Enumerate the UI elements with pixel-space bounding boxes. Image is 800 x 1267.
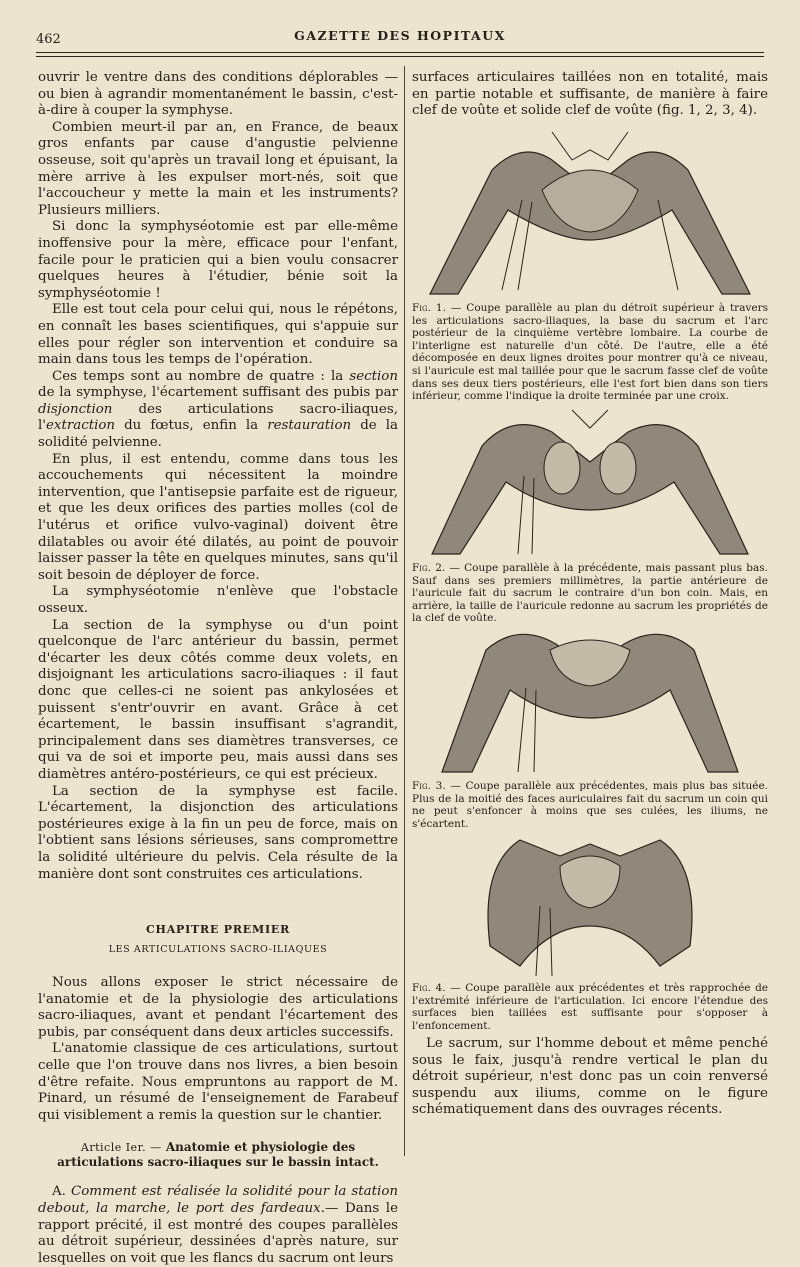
paragraph: Le sacrum, sur l'homme debout et même penché sous le faix, jusqu'à rendre vertical le plan du détroit supérieur, n'est donc pas un coin renversé suspendu aux iliums, comme on le figure schématiquement dans des ouvrages récents.: [412, 1036, 768, 1118]
paragraph: La section de la symphyse est facile. L'écartement, la disjonction des articulations postérieures exige à la fin un peu de force, mais on l'obtient sans lésions sérieuses, sans compromettre la solidité ultérieure du pelvis. Cela résulte de la manière dont sont construites ces articulations.: [38, 783, 398, 882]
header-rule-thin: [36, 56, 764, 57]
paragraph: Nous allons exposer le strict nécessaire de l'anatomie et de la physiologie des articulations sacro-iliaques, avant et pendant l'écartement des pubis, par conséquent dans deux articles successifs.: [38, 975, 398, 1040]
paragraph: ouvrir le ventre dans des conditions déplorables — ou bien à agrandir momentanément le bassin, c'est-à-dire à couper la symphyse.: [38, 70, 398, 119]
page-header: [36, 26, 764, 46]
figure-caption: Fig. 1. — Coupe parallèle au plan du détroit supérieur à travers les articulations sacro-iliaques, la base du sacrum et l'arc postérieur de la cinquième vertèbre lombaire. La courbe de l'interligne est naturelle d'un côté. De l'autre, elle a été décomposée en deux lignes droites pour montrer qu'à ce niveau, si l'auricule est mal taillée pour que le sacrum fasse clef de voûte dans ses deux tiers postérieurs, elle l'est fort bien dans son tiers inférieur, comme l'indique la droite terminée par une croix.: [412, 302, 769, 403]
paragraph: L'anatomie classique de ces articulations, surtout celle que l'on trouve dans nos livres, a bien besoin d'être refaite. Nous empruntons au rapport de M. Pinard, un résumé de l'enseignement de Farabeuf qui visiblement a remis la question sur le chantier.: [38, 1041, 398, 1123]
figure-caption: Fig. 4. — Coupe parallèle aux précédentes et très rapprochée de l'extrémité inférieure de l'articulation. Ici encore l'étendue des surfaces bien taillées est suffisante pour s'opposer à l'enfoncement.: [412, 982, 769, 1032]
paragraph: La section de la symphyse ou d'un point quelconque de l'arc antérieur du bassin, permet d'écarter les deux côtés comme deux volets, en disjoignant les articulations sacro-iliaques : il faut donc que celles-ci ne soient pas ankylosées et puissent s'entr'ouvrir en avant. Grâce à cet écartement, le bassin insuffisant s'agrandit, principalement dans ses diamètres transverses, ce qui va de soi et importe peu, mais aussi dans ses diamètres antéro-postérieurs, ce qui est précieux.: [38, 617, 398, 782]
article-label: Article Ier. —: [80, 1141, 162, 1155]
chapter-subtitle: LES ARTICULATIONS SACRO-ILIAQUES: [108, 944, 328, 956]
figure-2: [412, 406, 768, 625]
header-rule: [36, 52, 764, 53]
figure-caption: Fig. 3. — Coupe parallèle aux précédentes, mais plus bas située. Plus de la moitié des faces auriculaires fait du sacrum un coin qui ne peut s'enfoncer à moins que ses culées, les iliums, ne s'écartent.: [412, 780, 769, 830]
page-number: 462: [36, 32, 61, 47]
paragraph: Si donc la symphyséotomie est par elle-même inoffensive pour la mère, efficace pour l'enfant, facile pour le praticien qui a bien voulu consacrer quelques heures à l'étudier, bénie soit la symphyséotomie !: [38, 219, 398, 301]
right-column: [412, 70, 769, 1118]
paragraph: A. Comment est réalisée la solidité pour la station debout, la marche, le port des fardeaux.— Dans le rapport précité, il est montré des coupes parallèles au détroit supérieur, dessinées d'après nature, sur lesquelles on voit que les flancs du sacrum ont leurs: [38, 1184, 399, 1266]
left-column: [38, 70, 398, 1267]
paragraph: La symphyséotomie n'enlève que l'obstacle osseux.: [38, 584, 398, 616]
pelvis-section-illustration: [422, 130, 758, 298]
article-title: Anatomie et physiologie des articulations sacro-iliaques sur le bassin intact.: [57, 1140, 379, 1170]
pelvis-section-illustration: [480, 826, 700, 978]
figure-1: [412, 130, 768, 403]
article-heading: [38, 1140, 398, 1170]
figure-caption: Fig. 2. — Coupe parallèle à la précédente, mais passant plus bas. Sauf dans ses premiers millimètres, la partie antérieure de l'auricule fait du sacrum le contraire d'un bon coin. Mais, en arrière, la taille de l'auricule redonne au sacrum les propriétés de la clef de voûte.: [412, 562, 768, 625]
paragraph: surfaces articulaires taillées non en totalité, mais en partie notable et suffisante, de manière à faire clef de voûte et solide clef de voûte (fig. 1, 2, 3, 4).: [412, 70, 768, 119]
pelvis-section-illustration: [422, 406, 758, 558]
chapter-title: CHAPITRE PREMIER: [145, 923, 291, 937]
paragraph: Ces temps sont au nombre de quatre : la section de la symphyse, l'écartement suffisant des pubis par disjonction des articulations sacro-iliaques, l'extraction du fœtus, enfin la restauration de la solidité pelvienne.: [38, 368, 399, 451]
paragraph: Combien meurt-il par an, en France, de beaux gros enfants par cause d'angustie pelvienne osseuse, soit qu'après un travail long et épuisant, la mère arrive à les expulser mort-nés, soit que l'accoucheur y mette la main et les instruments? Plusieurs milliers.: [38, 119, 398, 218]
column-divider: [404, 66, 405, 1156]
paragraph: Elle est tout cela pour celui qui, nous le répétons, en connaît les bases scientifiques, qui s'appuie sur elles pour régler son intervention et conduire sa main dans tous les temps de l'opération.: [38, 302, 398, 368]
pelvis-section-illustration: [422, 620, 758, 776]
figure-3: [412, 620, 768, 830]
paragraph: En plus, il est entendu, comme dans tous les accouchements qui nécessitent la moindre intervention, que l'antisepsie parfaite est de rigueur, et que les deux orifices des parties molles (col de l'utérus et orifice vulvo-vaginal) doivent être dilatables ou avoir été dilatés, au point de pouvoir laisser passer la tête en quelques minutes, sans qu'il soit besoin de déployer de force.: [38, 451, 398, 583]
journal-title: GAZETTE DES HOPITAUX: [294, 28, 506, 43]
figure-4: [412, 826, 768, 1032]
